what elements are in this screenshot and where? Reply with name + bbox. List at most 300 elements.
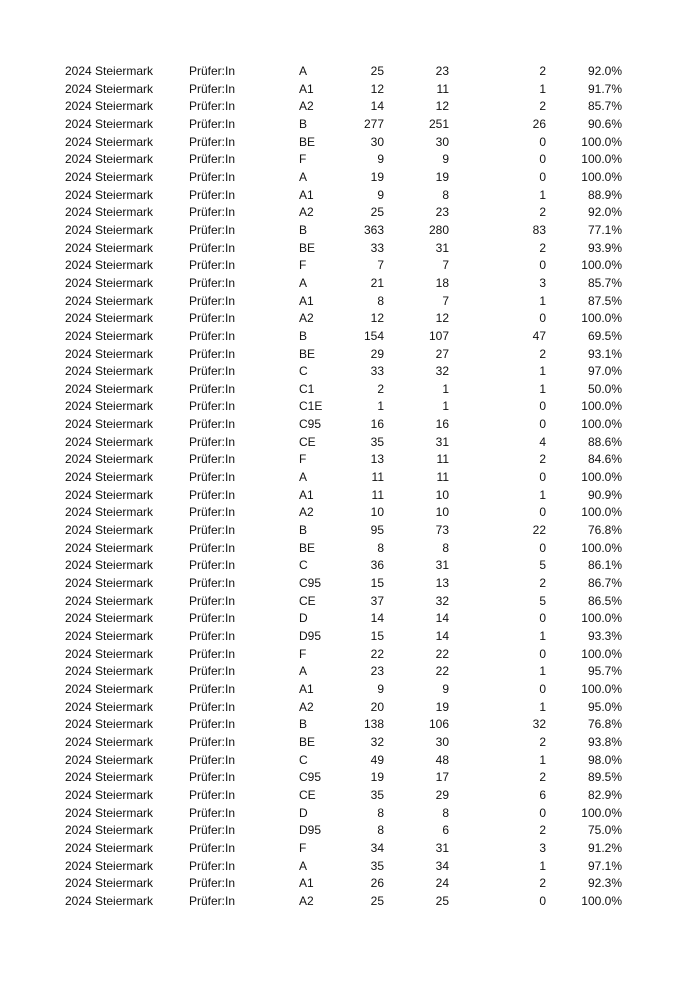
cell-license-class: D95 <box>299 629 322 643</box>
cell-failed: 2 <box>539 770 546 785</box>
cell-passed: 8 <box>442 805 449 820</box>
table-row <box>0 840 700 858</box>
table-row <box>0 540 700 558</box>
table-row <box>0 681 700 699</box>
cell-region-year: 2024 Steiermark <box>65 293 154 308</box>
table-row <box>0 699 700 717</box>
cell-role: Prüfer:In <box>189 134 236 149</box>
table-row <box>0 416 700 434</box>
cell-region-year: 2024 Steiermark <box>65 646 154 661</box>
cell-license-class: D <box>299 611 308 626</box>
cell-region-year: 2024 Steiermark <box>65 699 154 714</box>
table-row <box>0 805 700 823</box>
cell-passed: 280 <box>428 222 449 237</box>
cell-role: Prüfer:In <box>189 364 236 379</box>
cell-passed: 12 <box>435 311 449 326</box>
cell-passed: 23 <box>435 64 449 78</box>
cell-failed: 1 <box>539 664 546 679</box>
cell-region-year: 2024 Steiermark <box>65 752 154 767</box>
cell-pass-rate: 92.3% <box>587 876 622 891</box>
cell-pass-rate: 86.7% <box>587 576 622 591</box>
cell-failed: 1 <box>539 81 546 96</box>
table-row <box>0 646 700 664</box>
cell-total: 25 <box>370 893 384 908</box>
cell-license-class: C1E <box>299 399 323 414</box>
cell-passed: 18 <box>435 275 449 290</box>
cell-total: 35 <box>370 434 384 449</box>
cell-role: Prüfer:In <box>189 523 236 538</box>
cell-total: 36 <box>370 558 384 573</box>
cell-role: Prüfer:In <box>189 611 236 626</box>
cell-failed: 1 <box>539 752 546 767</box>
table-row <box>0 434 700 452</box>
cell-license-class: C95 <box>299 770 322 785</box>
cell-pass-rate: 100.0% <box>581 646 622 661</box>
cell-failed: 1 <box>539 293 546 308</box>
cell-role: Prüfer:In <box>189 752 236 767</box>
cell-passed: 31 <box>435 840 449 855</box>
cell-total: 1 <box>377 399 384 414</box>
cell-license-class: A <box>299 169 308 184</box>
cell-role: Prüfer:In <box>189 823 236 838</box>
cell-passed: 17 <box>435 770 449 785</box>
cell-passed: 13 <box>435 576 449 591</box>
table-row <box>0 716 700 734</box>
cell-pass-rate: 86.1% <box>587 558 622 573</box>
cell-pass-rate: 100.0% <box>581 311 622 326</box>
cell-passed: 11 <box>436 470 449 485</box>
cell-failed: 83 <box>532 222 546 237</box>
cell-role: Prüfer:In <box>189 893 236 908</box>
cell-total: 16 <box>370 417 384 432</box>
table-row <box>0 752 700 770</box>
cell-passed: 6 <box>442 823 449 838</box>
cell-passed: 1 <box>442 381 449 396</box>
cell-total: 37 <box>370 593 384 608</box>
cell-failed: 0 <box>539 540 546 555</box>
cell-pass-rate: 50.0% <box>587 381 622 396</box>
cell-failed: 0 <box>539 611 546 626</box>
cell-pass-rate: 100.0% <box>581 505 622 520</box>
cell-passed: 29 <box>435 787 449 802</box>
cell-role: Prüfer:In <box>189 470 236 485</box>
cell-region-year: 2024 Steiermark <box>65 734 154 749</box>
cell-passed: 10 <box>435 487 449 502</box>
cell-region-year: 2024 Steiermark <box>65 364 154 379</box>
table-row <box>0 328 700 346</box>
cell-role: Prüfer:In <box>189 152 236 167</box>
cell-license-class: A1 <box>299 487 314 502</box>
cell-failed: 0 <box>539 169 546 184</box>
cell-region-year: 2024 Steiermark <box>65 152 154 167</box>
table-row <box>0 116 700 134</box>
cell-passed: 19 <box>435 169 449 184</box>
cell-pass-rate: 100.0% <box>581 399 622 414</box>
cell-region-year: 2024 Steiermark <box>65 805 154 820</box>
cell-region-year: 2024 Steiermark <box>65 222 154 237</box>
cell-total: 25 <box>370 205 384 220</box>
cell-role: Prüfer:In <box>189 205 236 220</box>
cell-license-class: F <box>299 646 307 661</box>
cell-total: 34 <box>370 840 384 855</box>
table-row <box>0 134 700 152</box>
cell-passed: 251 <box>428 116 449 131</box>
table-row <box>0 787 700 805</box>
cell-region-year: 2024 Steiermark <box>65 116 154 131</box>
cell-license-class: B <box>299 116 308 131</box>
cell-total: 23 <box>370 664 384 679</box>
cell-failed: 3 <box>539 840 546 855</box>
cell-license-class: C <box>299 364 308 379</box>
cell-total: 35 <box>370 787 384 802</box>
table-row <box>0 469 700 487</box>
cell-license-class: F <box>299 152 307 167</box>
cell-failed: 2 <box>539 99 546 114</box>
cell-role: Prüfer:In <box>189 734 236 749</box>
cell-failed: 4 <box>539 434 546 449</box>
cell-pass-rate: 85.7% <box>587 275 622 290</box>
cell-pass-rate: 75.0% <box>587 823 622 838</box>
cell-role: Prüfer:In <box>189 505 236 520</box>
cell-license-class: A <box>299 275 308 290</box>
cell-passed: 27 <box>435 346 449 361</box>
cell-pass-rate: 93.9% <box>587 240 622 255</box>
cell-total: 14 <box>370 99 384 114</box>
cell-passed: 25 <box>435 893 449 908</box>
cell-passed: 32 <box>435 364 449 379</box>
cell-region-year: 2024 Steiermark <box>65 629 154 643</box>
cell-role: Prüfer:In <box>189 346 236 361</box>
cell-total: 30 <box>370 134 384 149</box>
table-row <box>0 98 700 116</box>
cell-failed: 1 <box>539 381 546 396</box>
cell-region-year: 2024 Steiermark <box>65 664 154 679</box>
table-row <box>0 522 700 540</box>
data-table <box>0 63 700 911</box>
table-row <box>0 610 700 628</box>
table-row <box>0 628 700 646</box>
cell-role: Prüfer:In <box>189 81 236 96</box>
cell-total: 9 <box>377 681 384 696</box>
cell-total: 33 <box>370 364 384 379</box>
cell-total: 8 <box>377 823 384 838</box>
cell-failed: 2 <box>539 734 546 749</box>
cell-passed: 12 <box>435 99 449 114</box>
cell-role: Prüfer:In <box>189 629 236 643</box>
cell-failed: 2 <box>539 576 546 591</box>
cell-pass-rate: 85.7% <box>587 99 622 114</box>
cell-role: Prüfer:In <box>189 116 236 131</box>
cell-passed: 24 <box>435 876 449 891</box>
cell-total: 2 <box>377 381 384 396</box>
cell-region-year: 2024 Steiermark <box>65 417 154 432</box>
cell-license-class: CE <box>299 434 316 449</box>
cell-role: Prüfer:In <box>189 452 236 467</box>
cell-region-year: 2024 Steiermark <box>65 593 154 608</box>
cell-passed: 9 <box>442 152 449 167</box>
cell-pass-rate: 100.0% <box>581 417 622 432</box>
cell-role: Prüfer:In <box>189 169 236 184</box>
cell-pass-rate: 88.6% <box>587 434 622 449</box>
cell-passed: 23 <box>435 205 449 220</box>
cell-role: Prüfer:In <box>189 858 236 873</box>
cell-pass-rate: 100.0% <box>581 134 622 149</box>
cell-pass-rate: 97.1% <box>587 858 622 873</box>
cell-failed: 0 <box>539 152 546 167</box>
cell-failed: 0 <box>539 646 546 661</box>
cell-total: 8 <box>377 805 384 820</box>
table-row <box>0 593 700 611</box>
cell-failed: 5 <box>539 558 546 573</box>
cell-pass-rate: 95.7% <box>587 664 622 679</box>
cell-license-class: C <box>299 752 308 767</box>
cell-role: Prüfer:In <box>189 770 236 785</box>
cell-passed: 31 <box>435 558 449 573</box>
cell-pass-rate: 93.8% <box>587 734 622 749</box>
cell-region-year: 2024 Steiermark <box>65 787 154 802</box>
cell-total: 19 <box>370 770 384 785</box>
cell-pass-rate: 69.5% <box>587 328 622 343</box>
cell-passed: 73 <box>435 523 449 538</box>
cell-total: 35 <box>370 858 384 873</box>
cell-role: Prüfer:In <box>189 328 236 343</box>
cell-license-class: A1 <box>299 681 314 696</box>
cell-role: Prüfer:In <box>189 381 236 396</box>
cell-region-year: 2024 Steiermark <box>65 470 154 485</box>
cell-total: 277 <box>363 116 384 131</box>
cell-role: Prüfer:In <box>189 293 236 308</box>
cell-license-class: C1 <box>299 381 315 396</box>
cell-total: 13 <box>370 452 384 467</box>
cell-pass-rate: 100.0% <box>581 258 622 273</box>
cell-passed: 7 <box>442 293 449 308</box>
cell-license-class: A2 <box>299 505 314 520</box>
table-row <box>0 187 700 205</box>
cell-role: Prüfer:In <box>189 717 236 732</box>
cell-failed: 0 <box>539 681 546 696</box>
cell-role: Prüfer:In <box>189 593 236 608</box>
cell-region-year: 2024 Steiermark <box>65 434 154 449</box>
cell-passed: 107 <box>428 328 449 343</box>
cell-failed: 32 <box>532 717 546 732</box>
cell-pass-rate: 100.0% <box>581 540 622 555</box>
cell-total: 12 <box>370 81 384 96</box>
cell-region-year: 2024 Steiermark <box>65 328 154 343</box>
cell-license-class: BE <box>299 240 316 255</box>
table-row <box>0 151 700 169</box>
cell-failed: 0 <box>539 399 546 414</box>
cell-region-year: 2024 Steiermark <box>65 770 154 785</box>
cell-license-class: BE <box>299 540 316 555</box>
cell-role: Prüfer:In <box>189 99 236 114</box>
cell-failed: 22 <box>532 523 546 538</box>
cell-passed: 16 <box>435 417 449 432</box>
cell-region-year: 2024 Steiermark <box>65 717 154 732</box>
table-row <box>0 81 700 99</box>
table-row <box>0 769 700 787</box>
cell-role: Prüfer:In <box>189 540 236 555</box>
cell-total: 21 <box>370 275 384 290</box>
cell-failed: 1 <box>539 699 546 714</box>
table-row <box>0 734 700 752</box>
cell-pass-rate: 90.6% <box>587 116 622 131</box>
cell-license-class: B <box>299 717 308 732</box>
cell-passed: 10 <box>435 505 449 520</box>
cell-region-year: 2024 Steiermark <box>65 311 154 326</box>
cell-pass-rate: 98.0% <box>587 752 622 767</box>
cell-failed: 0 <box>539 470 546 485</box>
cell-region-year: 2024 Steiermark <box>65 81 154 96</box>
cell-pass-rate: 100.0% <box>581 152 622 167</box>
cell-failed: 0 <box>539 311 546 326</box>
cell-region-year: 2024 Steiermark <box>65 399 154 414</box>
cell-pass-rate: 76.8% <box>587 717 622 732</box>
cell-pass-rate: 100.0% <box>581 893 622 908</box>
table-row <box>0 557 700 575</box>
cell-role: Prüfer:In <box>189 187 236 202</box>
cell-region-year: 2024 Steiermark <box>65 876 154 891</box>
cell-passed: 34 <box>435 858 449 873</box>
cell-region-year: 2024 Steiermark <box>65 893 154 908</box>
cell-region-year: 2024 Steiermark <box>65 258 154 273</box>
cell-pass-rate: 100.0% <box>581 470 622 485</box>
cell-role: Prüfer:In <box>189 805 236 820</box>
cell-region-year: 2024 Steiermark <box>65 681 154 696</box>
cell-role: Prüfer:In <box>189 699 236 714</box>
cell-region-year: 2024 Steiermark <box>65 187 154 202</box>
table-row <box>0 310 700 328</box>
table-row <box>0 663 700 681</box>
cell-passed: 19 <box>435 699 449 714</box>
cell-license-class: A2 <box>299 311 314 326</box>
cell-role: Prüfer:In <box>189 681 236 696</box>
cell-region-year: 2024 Steiermark <box>65 558 154 573</box>
cell-region-year: 2024 Steiermark <box>65 611 154 626</box>
table-row <box>0 63 700 81</box>
cell-license-class: D95 <box>299 823 322 838</box>
table-row <box>0 451 700 469</box>
cell-region-year: 2024 Steiermark <box>65 205 154 220</box>
cell-role: Prüfer:In <box>189 434 236 449</box>
cell-region-year: 2024 Steiermark <box>65 134 154 149</box>
table-row <box>0 858 700 876</box>
cell-region-year: 2024 Steiermark <box>65 505 154 520</box>
cell-pass-rate: 100.0% <box>581 611 622 626</box>
cell-license-class: C95 <box>299 576 322 591</box>
cell-license-class: F <box>299 258 307 273</box>
cell-license-class: A1 <box>299 187 314 202</box>
cell-region-year: 2024 Steiermark <box>65 169 154 184</box>
cell-total: 95 <box>370 523 384 538</box>
cell-failed: 5 <box>539 593 546 608</box>
cell-total: 25 <box>370 64 384 78</box>
cell-pass-rate: 95.0% <box>587 699 622 714</box>
cell-license-class: CE <box>299 787 316 802</box>
cell-failed: 0 <box>539 805 546 820</box>
cell-license-class: A <box>299 664 308 679</box>
cell-role: Prüfer:In <box>189 576 236 591</box>
cell-license-class: A1 <box>299 293 314 308</box>
cell-total: 20 <box>370 699 384 714</box>
cell-total: 8 <box>377 293 384 308</box>
cell-failed: 2 <box>539 64 546 78</box>
cell-total: 29 <box>370 346 384 361</box>
cell-passed: 11 <box>436 81 449 96</box>
table-row <box>0 293 700 311</box>
cell-passed: 14 <box>435 629 449 643</box>
cell-passed: 22 <box>435 664 449 679</box>
cell-passed: 8 <box>442 540 449 555</box>
cell-total: 7 <box>377 258 384 273</box>
cell-license-class: B <box>299 328 308 343</box>
cell-pass-rate: 91.7% <box>587 81 622 96</box>
cell-passed: 1 <box>442 399 449 414</box>
cell-region-year: 2024 Steiermark <box>65 823 154 838</box>
cell-passed: 22 <box>435 646 449 661</box>
cell-license-class: C <box>299 558 308 573</box>
cell-total: 8 <box>377 540 384 555</box>
cell-total: 11 <box>371 470 384 485</box>
cell-region-year: 2024 Steiermark <box>65 540 154 555</box>
table-row <box>0 240 700 258</box>
cell-license-class: A <box>299 64 308 78</box>
cell-role: Prüfer:In <box>189 417 236 432</box>
cell-failed: 1 <box>539 187 546 202</box>
cell-pass-rate: 82.9% <box>587 787 622 802</box>
cell-pass-rate: 92.0% <box>587 64 622 78</box>
cell-failed: 1 <box>539 629 546 643</box>
cell-total: 15 <box>370 629 384 643</box>
table-row <box>0 222 700 240</box>
table-row <box>0 381 700 399</box>
cell-pass-rate: 90.9% <box>587 487 622 502</box>
cell-license-class: B <box>299 523 308 538</box>
cell-region-year: 2024 Steiermark <box>65 99 154 114</box>
cell-failed: 6 <box>539 787 546 802</box>
cell-pass-rate: 86.5% <box>587 593 622 608</box>
cell-passed: 31 <box>435 434 449 449</box>
table-row <box>0 875 700 893</box>
cell-pass-rate: 87.5% <box>587 293 622 308</box>
cell-failed: 0 <box>539 505 546 520</box>
cell-failed: 0 <box>539 258 546 273</box>
cell-license-class: D <box>299 805 308 820</box>
cell-total: 154 <box>363 328 384 343</box>
table-row <box>0 575 700 593</box>
cell-license-class: F <box>299 840 307 855</box>
cell-pass-rate: 91.2% <box>587 840 622 855</box>
table-row <box>0 204 700 222</box>
cell-role: Prüfer:In <box>189 399 236 414</box>
cell-license-class: BE <box>299 134 316 149</box>
cell-failed: 1 <box>539 487 546 502</box>
cell-pass-rate: 84.6% <box>587 452 622 467</box>
cell-role: Prüfer:In <box>189 787 236 802</box>
cell-license-class: A1 <box>299 81 314 96</box>
cell-license-class: A2 <box>299 99 314 114</box>
cell-total: 26 <box>370 876 384 891</box>
cell-total: 15 <box>370 576 384 591</box>
cell-role: Prüfer:In <box>189 558 236 573</box>
cell-total: 14 <box>370 611 384 626</box>
cell-failed: 2 <box>539 205 546 220</box>
cell-license-class: A2 <box>299 699 314 714</box>
cell-role: Prüfer:In <box>189 275 236 290</box>
cell-region-year: 2024 Steiermark <box>65 840 154 855</box>
cell-pass-rate: 100.0% <box>581 169 622 184</box>
cell-role: Prüfer:In <box>189 840 236 855</box>
cell-license-class: A2 <box>299 205 314 220</box>
